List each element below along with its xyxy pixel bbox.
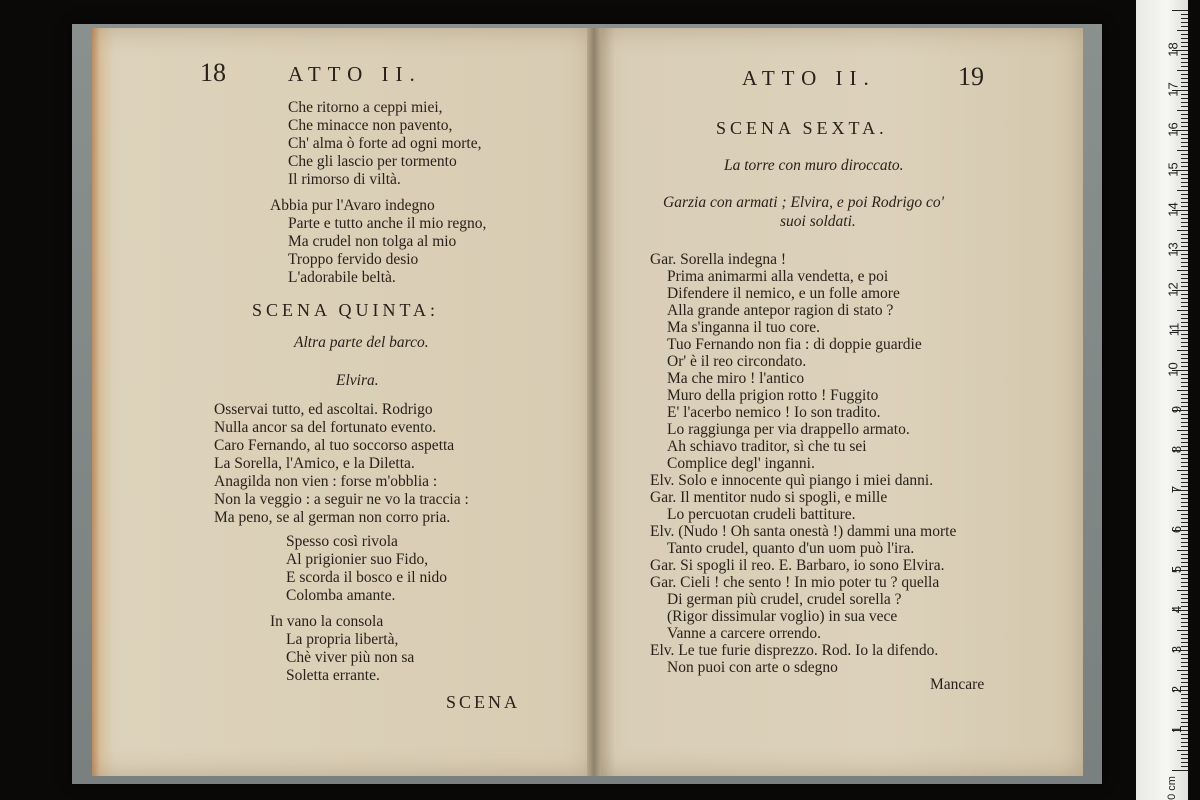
ruler-tick xyxy=(1181,374,1188,375)
ruler-tick xyxy=(1181,682,1188,683)
ruler-tick xyxy=(1181,434,1188,435)
ruler-tick xyxy=(1181,626,1188,627)
aria-line: Colomba amante. xyxy=(286,587,396,604)
recitative-line: Non la veggio : a seguir ne vo la traccia : xyxy=(214,491,469,508)
ruler-tick xyxy=(1181,362,1188,363)
ruler-tick xyxy=(1181,354,1188,355)
ruler-tick xyxy=(1181,214,1188,215)
ruler-tick xyxy=(1181,338,1188,339)
ruler-tick xyxy=(1181,226,1188,227)
dialogue-line: Tuo Fernando non fia : di doppie guardie xyxy=(667,336,922,353)
ruler-tick xyxy=(1181,42,1188,43)
dialogue-line: Elv. (Nudo ! Oh santa onestà !) dammi una morte xyxy=(650,523,957,540)
dialogue-line: Ma che miro ! l'antico xyxy=(667,370,805,387)
ruler-number: 8 xyxy=(1168,445,1184,454)
ruler-tick xyxy=(1181,494,1188,495)
ruler-tick xyxy=(1181,334,1188,335)
scene-character: Elvira. xyxy=(336,372,379,389)
verse-line: Ma crudel non tolga al mio xyxy=(288,233,457,250)
ruler-tick xyxy=(1181,174,1188,175)
ruler-tick xyxy=(1181,418,1188,419)
ruler-tick xyxy=(1181,746,1188,747)
ruler-tick xyxy=(1181,102,1188,103)
recitative-line: Anagilda non vien : forse m'obblia : xyxy=(214,473,438,490)
ruler-tick xyxy=(1181,218,1188,219)
dialogue-line: Muro della prigion rotto ! Fuggito xyxy=(667,387,879,404)
ruler-tick xyxy=(1181,246,1188,247)
ruler-tick xyxy=(1181,26,1188,27)
ruler-tick xyxy=(1181,766,1188,767)
ruler-tick xyxy=(1181,586,1188,587)
verse-line: Il rimorso di viltà. xyxy=(288,171,401,188)
ruler-tick xyxy=(1181,322,1188,323)
recitative-line: Caro Fernando, al tuo soccorso aspetta xyxy=(214,437,455,454)
ruler-tick xyxy=(1181,518,1188,519)
ruler-tick xyxy=(1181,698,1188,699)
ruler-tick xyxy=(1181,614,1188,615)
ruler-tick xyxy=(1181,694,1188,695)
ruler-tick xyxy=(1181,306,1188,307)
ruler-tick xyxy=(1181,426,1188,427)
running-header-left: ATTO II. xyxy=(288,62,422,86)
verse-line: Abbia pur l'Avaro indegno xyxy=(270,197,435,214)
dialogue-line: Vanne a carcere orrendo. xyxy=(667,625,822,642)
scene-setting-right: La torre con muro diroccato. xyxy=(724,157,904,174)
page-number-left: 18 xyxy=(200,58,226,87)
ruler-number: 13 xyxy=(1165,242,1181,257)
ruler-tick xyxy=(1181,194,1188,195)
ruler-tick xyxy=(1177,70,1188,71)
ruler-tick xyxy=(1181,722,1188,723)
ruler-tick xyxy=(1181,574,1188,575)
ruler-tick xyxy=(1177,750,1188,751)
book-gutter xyxy=(587,28,601,776)
ruler-tick xyxy=(1181,66,1188,67)
ruler-tick xyxy=(1181,158,1188,159)
ruler-unit-label: 0 cm xyxy=(1166,776,1179,800)
aria-line: Al prigionier suo Fido, xyxy=(286,551,429,568)
ruler-number: 4 xyxy=(1168,605,1184,614)
dialogue-line: Gar. Si spogli il reo. E. Barbaro, io sono Elvira. xyxy=(650,557,945,574)
ruler-tick xyxy=(1181,234,1188,235)
running-header-right: ATTO II. xyxy=(742,66,876,90)
scene-characters: suoi soldati. xyxy=(780,213,856,230)
ruler-tick xyxy=(1181,546,1188,547)
ruler-tick xyxy=(1181,378,1188,379)
ruler-tick xyxy=(1181,274,1188,275)
measuring-ruler xyxy=(1136,0,1188,800)
ruler-tick xyxy=(1181,382,1188,383)
ruler-tick xyxy=(1181,254,1188,255)
dialogue-line: Tanto crudel, quanto d'un uom può l'ira. xyxy=(667,540,915,557)
ruler-tick xyxy=(1181,642,1188,643)
ruler-tick xyxy=(1181,238,1188,239)
ruler-number: 17 xyxy=(1165,82,1181,97)
ruler-tick xyxy=(1181,198,1188,199)
ruler-tick xyxy=(1181,474,1188,475)
ruler-tick xyxy=(1181,638,1188,639)
ruler-tick xyxy=(1177,630,1188,631)
ruler-tick xyxy=(1181,482,1188,483)
scene-title-left: SCENA QUINTA: xyxy=(252,300,440,320)
ruler-tick xyxy=(1181,242,1188,243)
ruler-tick xyxy=(1181,114,1188,115)
verse-line: Parte e tutto anche il mio regno, xyxy=(288,215,487,232)
ruler-tick xyxy=(1181,634,1188,635)
ruler-tick xyxy=(1181,134,1188,135)
ruler-tick xyxy=(1181,46,1188,47)
ruler-number: 5 xyxy=(1168,565,1184,574)
ruler-tick xyxy=(1181,422,1188,423)
ruler-tick xyxy=(1181,758,1188,759)
ruler-tick xyxy=(1181,658,1188,659)
ruler-tick xyxy=(1177,150,1188,151)
ruler-number: 15 xyxy=(1165,162,1181,177)
ruler-tick xyxy=(1181,146,1188,147)
aria-line: E scorda il bosco e il nido xyxy=(286,569,447,586)
ruler-tick xyxy=(1181,154,1188,155)
ruler-tick xyxy=(1181,82,1188,83)
ruler-tick xyxy=(1181,122,1188,123)
ruler-tick xyxy=(1177,590,1188,591)
ruler-number: 1 xyxy=(1168,725,1184,734)
ruler-tick xyxy=(1172,770,1188,771)
dialogue-line: Ma s'inganna il tuo core. xyxy=(667,319,821,336)
ruler-tick xyxy=(1181,466,1188,467)
ruler-tick xyxy=(1181,662,1188,663)
ruler-number: 11 xyxy=(1165,322,1181,337)
ruler-tick xyxy=(1177,430,1188,431)
ruler-tick xyxy=(1181,358,1188,359)
ruler-tick xyxy=(1181,462,1188,463)
ruler-tick xyxy=(1181,674,1188,675)
dialogue-line: Non puoi con arte o sdegno xyxy=(667,659,838,676)
ruler-tick xyxy=(1181,222,1188,223)
ruler-tick xyxy=(1181,702,1188,703)
dialogue-line: Lo percuotan crudeli battiture. xyxy=(667,506,856,523)
ruler-number: 18 xyxy=(1165,42,1181,57)
recitative-line: Ma peno, se al german non corro pria. xyxy=(214,509,451,526)
ruler-tick xyxy=(1181,654,1188,655)
dialogue-line: Gar. Sorella indegna ! xyxy=(650,251,787,268)
ruler-tick xyxy=(1181,514,1188,515)
ruler-tick xyxy=(1181,38,1188,39)
ruler-tick xyxy=(1181,54,1188,55)
ruler-tick xyxy=(1181,326,1188,327)
ruler-number: 14 xyxy=(1165,202,1181,217)
ruler-tick xyxy=(1181,98,1188,99)
ruler-tick xyxy=(1181,438,1188,439)
ruler-tick xyxy=(1181,302,1188,303)
verse-line: Che minacce non pavento, xyxy=(288,117,453,134)
dialogue-line: Ah schiavo traditor, sì che tu sei xyxy=(667,438,867,455)
recitative-line: Nulla ancor sa del fortunato evento. xyxy=(214,419,437,436)
verse-line: Che ritorno a ceppi miei, xyxy=(288,99,443,116)
ruler-tick xyxy=(1181,258,1188,259)
ruler-tick xyxy=(1181,294,1188,295)
ruler-tick xyxy=(1181,14,1188,15)
ruler-tick xyxy=(1181,754,1188,755)
verse-line: L'adorabile beltà. xyxy=(288,269,396,286)
ruler-tick xyxy=(1181,162,1188,163)
ruler-tick xyxy=(1181,542,1188,543)
ruler-tick xyxy=(1181,594,1188,595)
ruler-tick xyxy=(1181,74,1188,75)
ruler-tick xyxy=(1181,622,1188,623)
dialogue-line: Prima animarmi alla vendetta, e poi xyxy=(667,268,889,285)
ruler-tick xyxy=(1177,110,1188,111)
ruler-tick xyxy=(1181,738,1188,739)
ruler-tick xyxy=(1181,78,1188,79)
ruler-tick xyxy=(1177,270,1188,271)
ruler-tick xyxy=(1181,386,1188,387)
ruler-tick xyxy=(1181,442,1188,443)
scene-title-right: SCENA SEXTA. xyxy=(716,118,888,138)
ruler-tick xyxy=(1181,318,1188,319)
ruler-tick xyxy=(1177,670,1188,671)
ruler-tick xyxy=(1181,138,1188,139)
ruler-tick xyxy=(1181,86,1188,87)
verse-line: Che gli lascio per tormento xyxy=(288,153,457,170)
dialogue-line: E' l'acerbo nemico ! Io son tradito. xyxy=(667,404,881,421)
dialogue-line: Elv. Le tue furie disprezzo. Rod. Io la difendo. xyxy=(650,642,939,659)
ruler-tick xyxy=(1181,498,1188,499)
ruler-tick xyxy=(1181,714,1188,715)
ruler-tick xyxy=(1177,510,1188,511)
scene-characters: Garzia con armati ; Elvira, e poi Rodrigo co' xyxy=(663,194,944,211)
ruler-number: 2 xyxy=(1168,685,1184,694)
ruler-tick xyxy=(1181,538,1188,539)
ruler-number: 6 xyxy=(1168,525,1184,534)
ruler-tick xyxy=(1181,522,1188,523)
ruler-tick xyxy=(1181,734,1188,735)
ruler-tick xyxy=(1181,578,1188,579)
dialogue-line: Elv. Solo e innocente quì piango i miei danni. xyxy=(650,472,934,489)
ruler-tick xyxy=(1181,94,1188,95)
ruler-tick xyxy=(1177,390,1188,391)
aria-line: Soletta errante. xyxy=(286,667,380,684)
ruler-tick xyxy=(1181,106,1188,107)
ruler-tick xyxy=(1177,310,1188,311)
ruler-number: 3 xyxy=(1168,645,1184,654)
ruler-tick xyxy=(1181,534,1188,535)
ruler-tick xyxy=(1181,182,1188,183)
ruler-tick xyxy=(1181,34,1188,35)
ruler-number: 10 xyxy=(1165,362,1181,377)
ruler-tick xyxy=(1181,706,1188,707)
ruler-tick xyxy=(1181,502,1188,503)
aria-line: Chè viver più non sa xyxy=(286,649,415,666)
ruler-tick xyxy=(1177,190,1188,191)
catchword-left: SCENA xyxy=(446,692,521,712)
ruler-tick xyxy=(1181,178,1188,179)
ruler-tick xyxy=(1181,414,1188,415)
ruler-tick xyxy=(1181,366,1188,367)
ruler-tick xyxy=(1181,262,1188,263)
dialogue-line: Gar. Il mentitor nudo si spogli, e mille xyxy=(650,489,888,506)
ruler-tick xyxy=(1181,762,1188,763)
ruler-tick xyxy=(1181,666,1188,667)
ruler-tick xyxy=(1181,598,1188,599)
ruler-tick xyxy=(1181,458,1188,459)
ruler-tick xyxy=(1177,30,1188,31)
dialogue-line: Di german più crudel, crudel sorella ? xyxy=(667,591,902,608)
ruler-tick xyxy=(1181,18,1188,19)
dialogue-line: Or' è il reo circondato. xyxy=(667,353,807,370)
dialogue-line: (Rigor dissimular voglio) in sua vece xyxy=(667,608,898,625)
ruler-number: 7 xyxy=(1168,485,1184,494)
ruler-tick xyxy=(1181,142,1188,143)
ruler-tick xyxy=(1181,346,1188,347)
ruler-tick xyxy=(1181,554,1188,555)
ruler-tick xyxy=(1181,166,1188,167)
ruler-tick xyxy=(1181,286,1188,287)
recitative-line: Osservai tutto, ed ascoltai. Rodrigo xyxy=(214,401,433,418)
ruler-tick xyxy=(1181,62,1188,63)
ruler-tick xyxy=(1181,558,1188,559)
ruler-tick xyxy=(1177,470,1188,471)
ruler-tick xyxy=(1181,398,1188,399)
ruler-tick xyxy=(1181,478,1188,479)
dialogue-line: Lo raggiunga per via drappello armato. xyxy=(667,421,910,438)
dialogue-line: Difendere il nemico, e un folle amore xyxy=(667,285,900,302)
ruler-tick xyxy=(1181,678,1188,679)
aria-line: Spesso così rivola xyxy=(286,533,398,550)
ruler-tick xyxy=(1181,742,1188,743)
page-number-right: 19 xyxy=(958,62,984,91)
ruler-tick xyxy=(1181,718,1188,719)
ruler-tick xyxy=(1181,298,1188,299)
ruler-tick xyxy=(1181,314,1188,315)
ruler-tick xyxy=(1181,186,1188,187)
aria-line: La propria libertà, xyxy=(286,631,399,648)
ruler-tick xyxy=(1181,506,1188,507)
scene-setting-left: Altra parte del barco. xyxy=(294,334,429,351)
ruler-tick xyxy=(1181,118,1188,119)
ruler-tick xyxy=(1181,22,1188,23)
ruler-tick xyxy=(1181,202,1188,203)
ruler-tick xyxy=(1177,710,1188,711)
ruler-tick xyxy=(1181,282,1188,283)
ruler-tick xyxy=(1181,126,1188,127)
ruler-tick xyxy=(1181,618,1188,619)
ruler-tick xyxy=(1181,58,1188,59)
verse-line: Troppo fervido desio xyxy=(288,251,419,268)
ruler-tick xyxy=(1181,602,1188,603)
ruler-tick xyxy=(1181,266,1188,267)
recitative-line: La Sorella, l'Amico, e la Diletta. xyxy=(214,455,415,472)
verse-line: Ch' alma ò forte ad ogni morte, xyxy=(288,135,482,152)
ruler-number: 12 xyxy=(1165,282,1181,297)
ruler-tick xyxy=(1172,10,1188,11)
ruler-tick xyxy=(1181,278,1188,279)
ruler-tick xyxy=(1181,206,1188,207)
ruler-tick xyxy=(1181,402,1188,403)
aria-line: In vano la consola xyxy=(270,613,384,630)
ruler-tick xyxy=(1181,342,1188,343)
dialogue-line: Gar. Cieli ! che sento ! In mio poter tu ? quella xyxy=(650,574,940,591)
ruler-tick xyxy=(1181,394,1188,395)
ruler-tick xyxy=(1181,562,1188,563)
ruler-tick xyxy=(1177,350,1188,351)
ruler-tick xyxy=(1181,454,1188,455)
dialogue-line: Complice degl' inganni. xyxy=(667,455,815,472)
catchword-right: Mancare xyxy=(930,676,985,693)
dialogue-line: Alla grande antepor ragion di stato ? xyxy=(667,302,894,319)
ruler-tick xyxy=(1177,230,1188,231)
ruler-number: 9 xyxy=(1168,405,1184,414)
ruler-tick xyxy=(1181,582,1188,583)
ruler-number: 16 xyxy=(1165,122,1181,137)
ruler-tick xyxy=(1177,550,1188,551)
